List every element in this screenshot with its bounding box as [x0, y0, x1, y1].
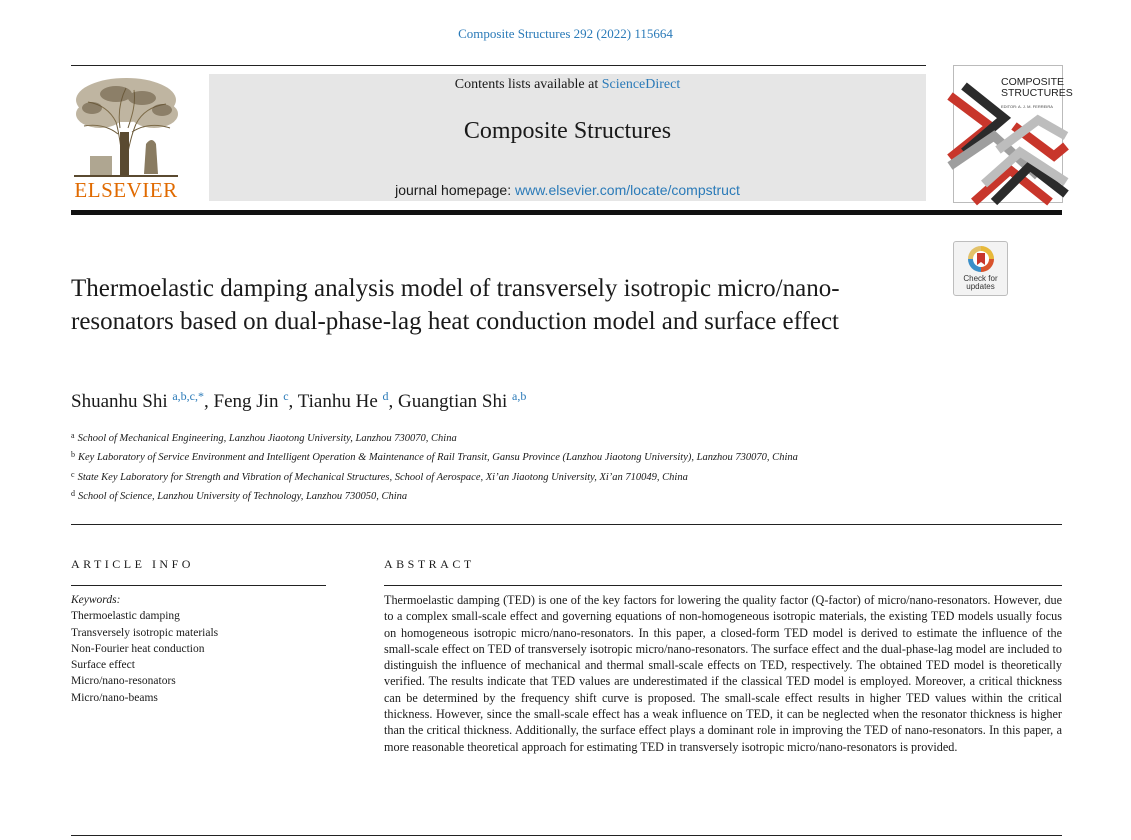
header-top-rule [71, 65, 926, 66]
keyword-item: Thermoelastic damping [71, 610, 180, 623]
author-list [71, 389, 526, 413]
bottom-rule [71, 835, 1062, 836]
keywords-block [71, 592, 218, 706]
article-info-rule [71, 585, 326, 586]
affiliation-mark: b [71, 450, 75, 460]
affiliation-item [71, 467, 931, 486]
check-badge-line1: Check for [963, 274, 998, 283]
abstract-rule [384, 585, 1062, 586]
elsevier-tree-icon [70, 74, 182, 178]
keyword-item: Surface effect [71, 659, 135, 672]
author-affiliation-marks[interactable]: d [382, 389, 389, 403]
cover-title [1001, 77, 1073, 99]
affiliation-item [71, 486, 931, 505]
article-title: Thermoelastic damping analysis model of transversely isotropic micro/nano-resonators based on dual-phase-lag heat conduction model and surface effect [71, 275, 840, 335]
author-affiliation-marks[interactable]: a,b [512, 389, 527, 403]
affiliation-text: State Key Laboratory for Strength and Vibration of Mechanical Structures, School of Aerospace, Xi’an Jiaotong University, Xi’an 710049, China [77, 471, 688, 483]
contents-line [209, 77, 926, 93]
abstract-heading: ABSTRACT [384, 557, 475, 571]
keyword-item: Non-Fourier heat conduction [71, 642, 205, 655]
author-separator: , [388, 391, 399, 412]
affiliation-mark: c [71, 469, 75, 479]
affiliation-item [71, 428, 931, 447]
affiliation-list [71, 428, 931, 505]
cover-editor: EDITOR: A. J. M. FERREIRA [1001, 104, 1053, 109]
author-name[interactable]: Shuanhu Shi [71, 391, 168, 412]
elsevier-logo[interactable] [70, 74, 182, 204]
elsevier-wordmark: ELSEVIER [74, 178, 178, 202]
author-separator: , [288, 391, 298, 412]
keyword-item: Micro/nano-resonators [71, 675, 176, 688]
check-for-updates-label [954, 275, 1007, 291]
journal-banner [209, 74, 926, 201]
journal-homepage-line [209, 182, 926, 198]
journal-homepage-link[interactable]: www.elsevier.com/locate/compstruct [515, 182, 740, 198]
author-name[interactable]: Feng Jin [213, 391, 279, 412]
cover-title-line2: STRUCTURES [1001, 87, 1073, 99]
affiliation-item [71, 447, 931, 466]
author-name[interactable]: Guangtian Shi [398, 391, 508, 412]
keywords-heading: Keywords: [71, 594, 121, 606]
affiliation-text: School of Mechanical Engineering, Lanzhou Jiaotong University, Lanzhou 730070, China [77, 433, 457, 444]
author-affiliation-marks[interactable]: c [283, 389, 289, 403]
affiliation-rule [71, 524, 1062, 525]
affiliation-mark: d [71, 488, 75, 498]
contents-prefix: Contents lists available at [454, 77, 602, 92]
author-affiliation-marks[interactable]: a,b,c,* [172, 389, 205, 403]
journal-name: Composite Structures [463, 118, 672, 144]
check-badge-line2: updates [966, 282, 995, 291]
author-name[interactable]: Tianhu He [297, 391, 378, 412]
keyword-item: Transversely isotropic materials [71, 626, 219, 639]
affiliation-text: School of Science, Lanzhou University of Technology, Lanzhou 730050, China [78, 490, 408, 502]
sciencedirect-link[interactable]: ScienceDirect [601, 77, 681, 92]
keyword-item: Micro/nano-beams [71, 691, 158, 704]
affiliation-mark: a [71, 431, 75, 440]
check-for-updates-button[interactable] [953, 241, 1008, 296]
article-info-heading: ARTICLE INFO [71, 557, 194, 571]
abstract-text: Thermoelastic damping (TED) is one of the key factors for lowering the quality factor (Q-factor) of micro/nano-resonators. However, due to a complex small-scale effect and governing equations of non-homogeneous isotropic materials, the existing TED models usually focus on homogeneous isotropic micro/nano-resonators. In this paper, a closed-form TED model is derived to estimate the influence of the small-scale effect on TED of transversely isotropic micro/nano-resonators. The surface effect and the dual-phase-lag model are included to distinguish the influence of mechanical and thermal small-scale effects on TED, respectively. The obtained TED model is theoretically verified. The results indicate that TED values are underestimated if the classical TED model is employed. Moreover, a critical thickness can be determined by the frequency shift curve is proposed. The small-scale effect results in higher TED values within the critical thickness. However, since the small-scale effect has a weak influence on TED, it can be neglected when the resonator thickness is higher than the critical thickness. Additionally, the surface effect plays a dominant role in improving the TED of nano-resonators. In this paper, a more reasonable theoretical approach for estimating TED in transversely isotropic micro/nano-resonators is provided. [384, 593, 1062, 754]
journal-cover[interactable] [953, 65, 1073, 203]
cover-title-line1: COMPOSITE [1001, 76, 1065, 88]
check-updates-icon [967, 245, 995, 275]
author-separator: , [204, 391, 214, 412]
header-thick-rule [71, 210, 1062, 215]
journal-citation[interactable]: Composite Structures 292 (2022) 115664 [458, 26, 673, 41]
keywords-list [71, 608, 218, 706]
affiliation-text: Key Laboratory of Service Environment and Intelligent Operation & Maintenance of Rail Transit, Gansu Province (Lanzhou Jiaotong University), Lanzhou 730070, China [78, 452, 798, 464]
homepage-prefix: journal homepage: [395, 182, 515, 198]
